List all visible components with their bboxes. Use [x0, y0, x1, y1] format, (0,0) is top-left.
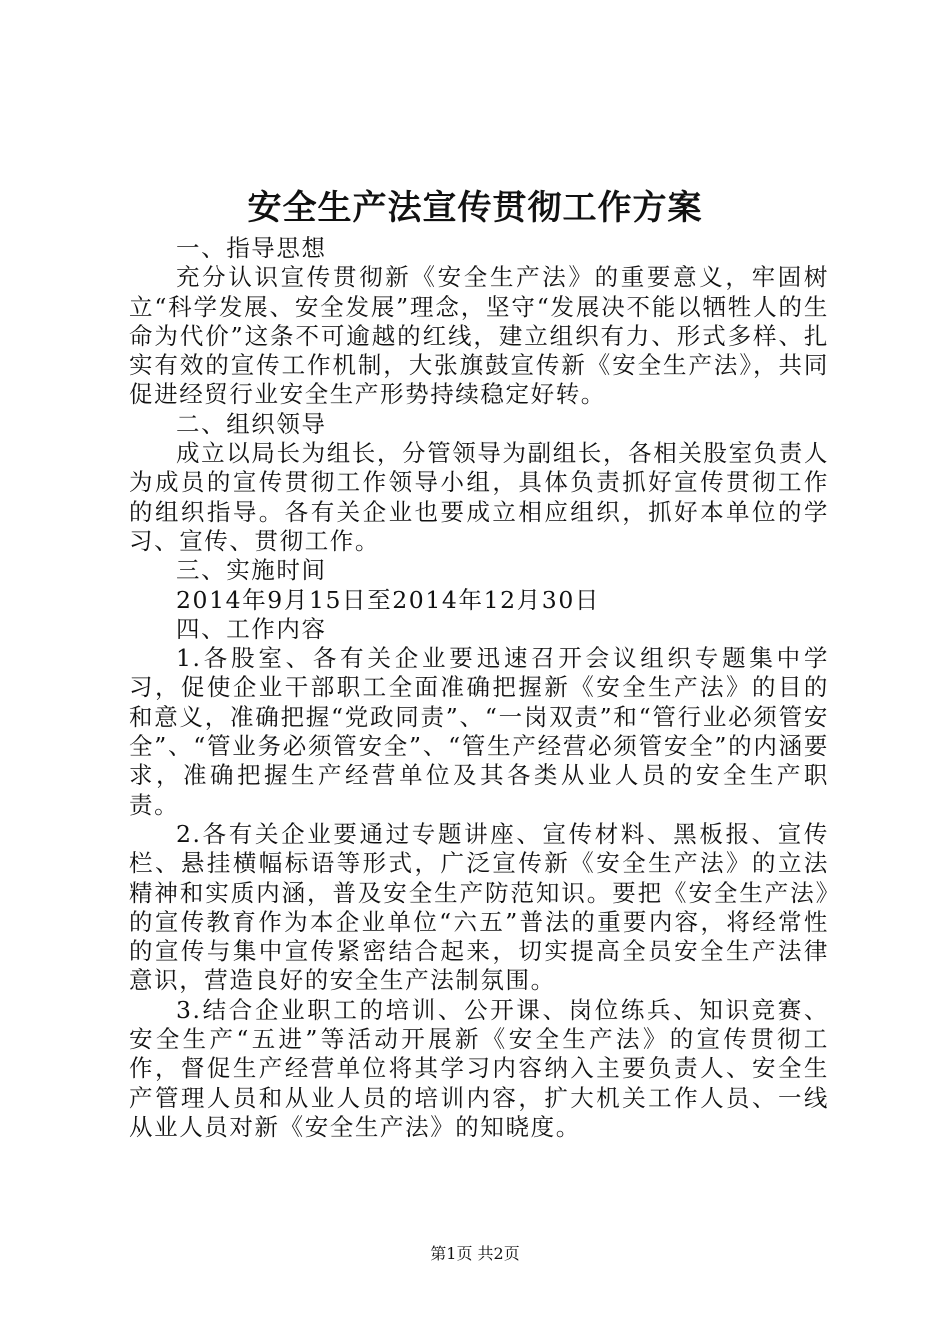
paragraph-item-3: 3.结合企业职工的培训、公开课、岗位练兵、知识竞赛、安全生产“五进”等活动开展新《安全生产法》的宣传贯彻工作，督促生产经营单位将其学习内容纳入主要负责人、安全生产管理人员和从业人员的培训内容，扩大机关工作人员、一线从业人员对新《安全生产法》的知晓度。: [129, 995, 829, 1141]
document-body: [129, 234, 829, 1142]
document-title: 安全生产法宣传贯彻工作方案: [247, 188, 703, 228]
paragraph-item-2: 2.各有关企业要通过专题讲座、宣传材料、黑板报、宣传栏、悬挂横幅标语等形式，广泛宣传新《安全生产法》的立法精神和实质内涵，普及安全生产防范知识。要把《安全生产法》的宣传教育作为本企业单位“六五”普法的重要内容，将经常性的宣传与集中宣传紧密结合起来，切实提高全员安全生产法律意识，营造良好的安全生产法制氛围。: [129, 819, 829, 995]
paragraph-schedule: 2014年9月15日至2014年12月30日: [176, 585, 600, 614]
paragraph-organization: 成立以局长为组长，分管领导为副组长，各相关股室负责人为成员的宣传贯彻工作领导小组，具体负责抓好宣传贯彻工作的组织指导。各有关企业也要成立相应组织，抓好本单位的学习、宣传、贯彻工作。: [129, 439, 829, 555]
section-heading-guiding-thought: 一、指导思想: [176, 234, 327, 262]
page-footer: 第1页 共2页: [430, 1244, 520, 1263]
section-heading-schedule: 三、实施时间: [176, 556, 327, 585]
section-heading-work-content: 四、工作内容: [176, 614, 327, 643]
paragraph-guiding-thought: 充分认识宣传贯彻新《安全生产法》的重要意义，牢固树立“科学发展、安全发展”理念，坚守“发展决不能以牺牲人的生命为代价”这条不可逾越的红线，建立组织有力、形式多样、扎实有效的宣传工作机制，大张旗鼓宣传新《安全生产法》，共同促进经贸行业安全生产形势持续稳定好转。: [129, 263, 829, 409]
paragraph-item-1: 1.各股室、各有关企业要迅速召开会议组织专题集中学习，促使企业干部职工全面准确把握新《安全生产法》的目的和意义，准确把握“党政同责”、“一岗双责”和“管行业必须管安全”、“管业务必须管安全”、“管生产经营必须管安全”的内涵要求，准确把握生产经营单位及其各类从业人员的安全生产职责。: [129, 644, 829, 819]
section-heading-organization: 二、组织领导: [176, 409, 327, 438]
